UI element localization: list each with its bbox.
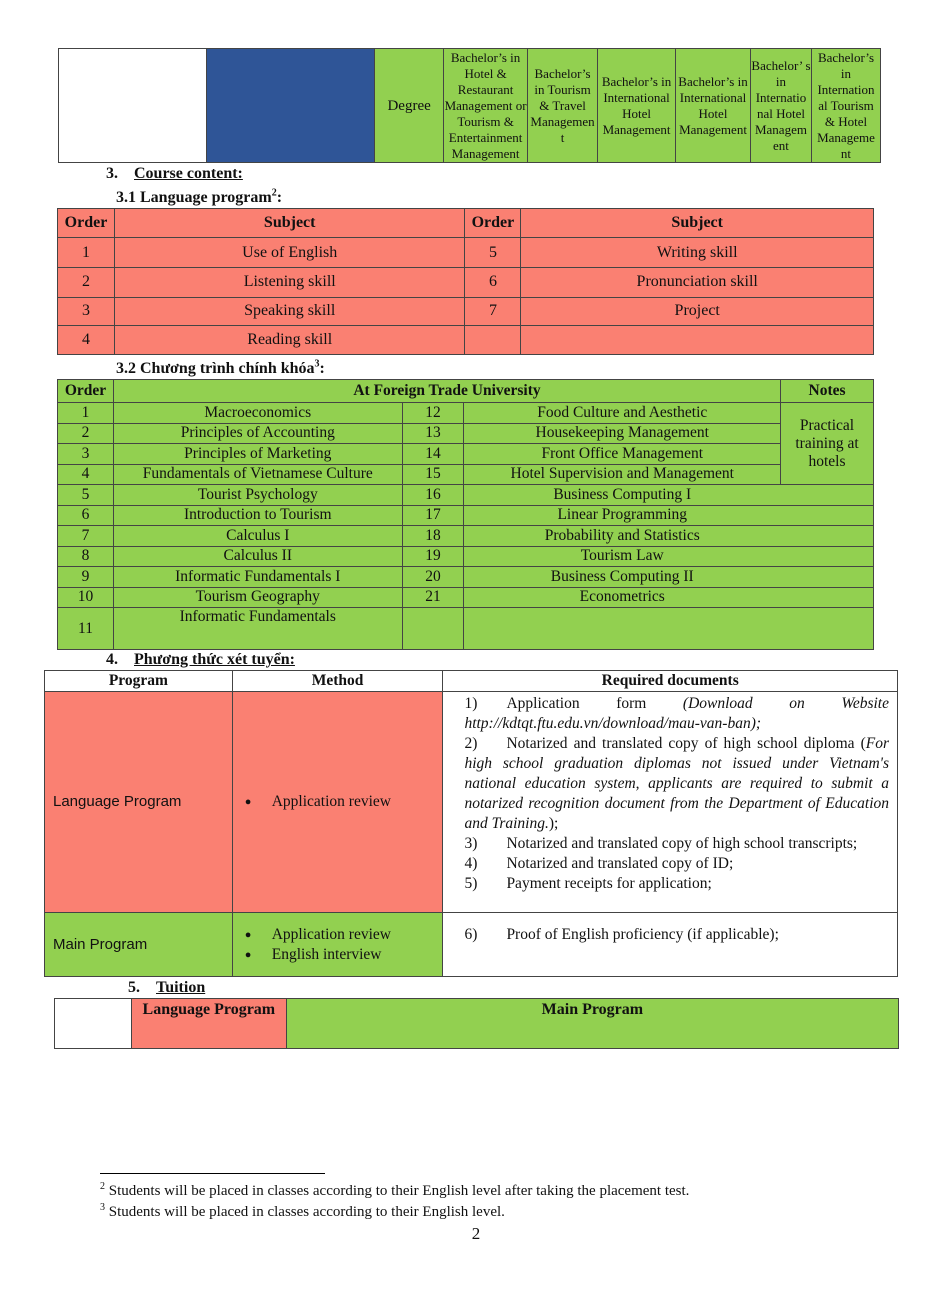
table-row [45, 913, 898, 977]
order-cell: 1 [58, 238, 115, 268]
document-item [464, 925, 889, 945]
section-3-heading [106, 165, 243, 183]
page-number: 2 [471, 1224, 481, 1243]
table-row [58, 297, 874, 325]
order-cell: 9 [58, 567, 114, 588]
subject-cell: Calculus I [113, 526, 402, 547]
section-title: Tuition [156, 979, 206, 996]
subject-cell: Hotel Supervision and Management [464, 464, 781, 485]
order-cell: 17 [402, 505, 464, 526]
section-title: Course content: [134, 165, 243, 182]
order-cell: 14 [402, 444, 464, 465]
section-4-heading [106, 651, 295, 669]
subject-cell [521, 325, 874, 354]
degree-cell: Bachelor’s in Hotel & Restaurant Management or Tourism & Entertainment Management [444, 49, 527, 161]
subject-cell: Probability and Statistics [464, 526, 874, 547]
order-cell: 6 [465, 268, 521, 297]
colon: : [319, 360, 325, 377]
table-row [58, 444, 874, 465]
order-cell: 2 [58, 423, 114, 444]
header-order: Order [58, 209, 115, 238]
footnote-mark: 2 [100, 1181, 105, 1192]
degree-cell: Bachelor’s in International Hotel Management [676, 49, 751, 163]
document-number: 3) [464, 835, 478, 852]
order-cell [402, 608, 464, 650]
program-cell: Language Program [45, 692, 233, 913]
footnote-text: Students will be placed in classes according to their English level after taking the placement test. [105, 1183, 690, 1199]
subject-cell: Introduction to Tourism [113, 505, 402, 526]
subject-cell: Informatic Fundamentals [113, 608, 402, 650]
table-row [58, 546, 874, 567]
subject-cell: Project [521, 297, 874, 325]
footnote-text: Students will be placed in classes according to their English level. [105, 1204, 505, 1220]
header-method: Method [232, 671, 443, 692]
subject-cell: Reading skill [114, 325, 464, 354]
header-subject: Subject [521, 209, 874, 238]
section-number: 4. [106, 651, 118, 668]
section-number: 5. [128, 979, 140, 996]
header-order: Order [465, 209, 521, 238]
order-cell: 2 [58, 268, 115, 297]
footnote-3 [100, 1204, 505, 1221]
degree-blank-cell [59, 49, 207, 163]
degree-cell: Bachelor’s in Internation al Tourism & Hotel Manageme nt [811, 49, 880, 163]
order-cell: 7 [465, 297, 521, 325]
order-cell: 8 [58, 546, 114, 567]
document-item [464, 694, 889, 734]
subject-cell: Writing skill [521, 238, 874, 268]
header-program: Program [45, 671, 233, 692]
order-cell: 10 [58, 587, 114, 608]
order-cell: 7 [58, 526, 114, 547]
documents-cell [443, 692, 898, 913]
footnote-2 [100, 1183, 689, 1200]
subject-cell: Tourism Geography [113, 587, 402, 608]
order-cell: 13 [402, 423, 464, 444]
subject-cell: Pronunciation skill [521, 268, 874, 297]
table-row [58, 608, 874, 650]
subject-cell: Fundamentals of Vietnamese Culture [113, 464, 402, 485]
table-row [58, 325, 874, 354]
tuition-main-header: Main Program [286, 999, 898, 1049]
section-title: Phương thức xét tuyển: [134, 651, 295, 668]
document-item [464, 734, 889, 834]
order-cell: 15 [402, 464, 464, 485]
table-row [58, 403, 874, 424]
document-number: 6) [464, 926, 478, 943]
method-cell [232, 692, 443, 913]
document-text: Notarized and translated copy of ID; [506, 855, 734, 872]
section-5-heading [128, 979, 205, 997]
document-number: 5) [464, 875, 478, 892]
table-row [58, 238, 874, 268]
order-cell: 11 [58, 608, 114, 650]
degree-table [58, 48, 881, 163]
subject-cell: Informatic Fundamentals I [113, 567, 402, 588]
language-program-table [57, 208, 874, 355]
document-text: Notarized and translated copy of high school diploma ( [506, 735, 866, 752]
order-cell: 1 [58, 403, 114, 424]
documents-cell [443, 913, 898, 977]
header-order: Order [58, 380, 114, 403]
header-required-documents: Required documents [443, 671, 898, 692]
subject-cell: Use of English [114, 238, 464, 268]
document-number: 2) [464, 735, 478, 752]
subject-cell: Linear Programming [464, 505, 874, 526]
table-row [58, 526, 874, 547]
subject-cell: Business Computing II [464, 567, 874, 588]
subject-cell: Econometrics [464, 587, 874, 608]
table-row [58, 464, 874, 485]
header-university: At Foreign Trade University [113, 380, 780, 403]
subject-cell: Speaking skill [114, 297, 464, 325]
colon: : [276, 189, 283, 206]
header-notes: Notes [781, 380, 874, 403]
subject-cell: Food Culture and Aesthetic [464, 403, 781, 424]
method-item: ● Application review [233, 925, 443, 945]
degree-label: Degree [375, 49, 444, 163]
document-number: 4) [464, 855, 478, 872]
table-row [58, 485, 874, 506]
document-text: Application form [506, 695, 683, 712]
subject-cell: Calculus II [113, 546, 402, 567]
main-program-table [57, 379, 874, 650]
order-cell: 6 [58, 505, 114, 526]
table-row [58, 423, 874, 444]
footnote-ref: 2 [271, 187, 277, 199]
document-note: For high school graduation diplomas not issued under Vietnam's national education system, applicants are required to submit a notarized recognition document from the Department of Education and Training. [464, 735, 889, 832]
order-cell: 5 [465, 238, 521, 268]
order-cell: 18 [402, 526, 464, 547]
order-cell: 5 [58, 485, 114, 506]
method-cell [232, 913, 443, 977]
tuition-blank-cell [55, 999, 132, 1049]
admission-table [44, 670, 898, 977]
order-cell: 4 [58, 464, 114, 485]
table-row [45, 692, 898, 913]
degree-cell: Bachelor’s in International Hotel Management [598, 49, 676, 163]
subject-cell: Principles of Marketing [113, 444, 402, 465]
document-text-end: ); [548, 815, 559, 832]
method-item: ● English interview [233, 945, 443, 965]
subject-cell: Macroeconomics [113, 403, 402, 424]
subject-cell: Front Office Management [464, 444, 781, 465]
subject-cell [464, 608, 874, 650]
program-cell: Main Program [45, 913, 233, 977]
document-item [464, 834, 889, 854]
document-link-text: (Download on Website http://kdtqt.ftu.edu.vn/download/mau-van-ban); [464, 695, 889, 732]
order-cell [465, 325, 521, 354]
order-cell: 4 [58, 325, 115, 354]
degree-cell: Bachelor’s in Tourism & Travel Managemen t [528, 49, 598, 163]
subject-cell: Tourism Law [464, 546, 874, 567]
document-text: Proof of English proficiency (if applicable); [506, 926, 779, 943]
table-row [58, 505, 874, 526]
degree-cell: Bachelor’ s in Internatio nal Hotel Managem ent [750, 49, 811, 163]
order-cell: 3 [58, 444, 114, 465]
document-number: 1) [464, 695, 478, 712]
footnote-mark: 3 [100, 1202, 105, 1213]
degree-logo-cell [206, 49, 375, 163]
table-row [58, 567, 874, 588]
document-item [464, 874, 889, 894]
order-cell: 20 [402, 567, 464, 588]
subject-cell: Tourist Psychology [113, 485, 402, 506]
tuition-table [54, 998, 899, 1049]
subject-cell: Housekeeping Management [464, 423, 781, 444]
document-item [464, 854, 889, 874]
table-row [58, 587, 874, 608]
order-cell: 19 [402, 546, 464, 567]
order-cell: 21 [402, 587, 464, 608]
method-item: ● Application review [233, 792, 443, 812]
notes-cell: Practical training at hotels [781, 403, 874, 485]
document-text: Payment receipts for application; [506, 875, 712, 892]
order-cell: 12 [402, 403, 464, 424]
tuition-language-header: Language Program [131, 999, 286, 1049]
section-number: 3. [106, 165, 118, 182]
subsection-title: 3.2 Chương trình chính khóa [116, 360, 315, 377]
order-cell: 16 [402, 485, 464, 506]
subject-cell: Principles of Accounting [113, 423, 402, 444]
footnote-divider [100, 1173, 325, 1174]
table-row [58, 268, 874, 297]
section-3-2-heading [116, 360, 325, 378]
order-cell: 3 [58, 297, 115, 325]
footnote-ref: 3 [314, 358, 320, 370]
section-3-1-heading [116, 189, 282, 207]
subject-cell: Listening skill [114, 268, 464, 297]
header-subject: Subject [114, 209, 464, 238]
document-text: Notarized and translated copy of high school transcripts; [506, 835, 858, 852]
subject-cell: Business Computing I [464, 485, 874, 506]
subsection-title: 3.1 Language program [116, 189, 272, 206]
